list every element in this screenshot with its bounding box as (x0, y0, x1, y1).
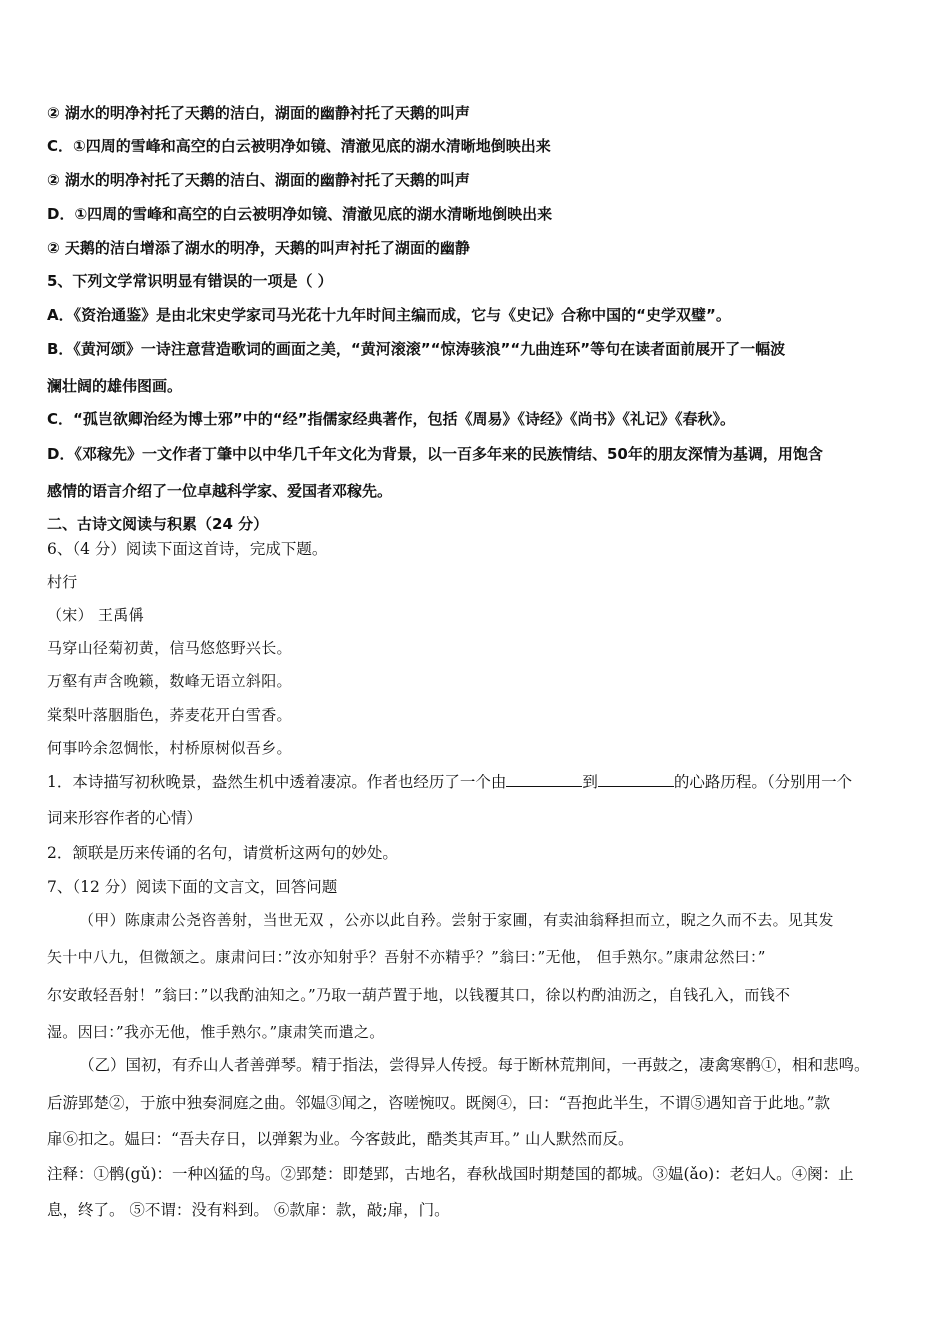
q5-option-d-line-2: 感情的语言介绍了一位卓越科学家、爱国者邓稼先。 (47, 482, 393, 500)
q5-option-c: C．“孤岂欲卿治经为博士邪”中的“经”指儒家经典著作，包括《周易》《诗经》《尚书》《礼记》《春秋》。 (47, 410, 735, 428)
option-c-line-2: ② 湖水的明净衬托了天鹅的洁白、湖面的幽静衬托了天鹅的叫声 (47, 171, 470, 189)
q6-sub1-text-a: 1．本诗描写初秋晚景，盎然生机中透着凄凉。作者也经历了一个由 (47, 773, 507, 791)
q5-option-b-line-2: 澜壮阔的雄伟图画。 (47, 377, 183, 395)
notes-line: 息，终了。 ⑤不谓：没有料到。 ⑥款扉：款，敲;扉，门。 (47, 1201, 450, 1219)
q5-option-b-line-1: B．《黄河颂》一诗注意营造歌词的画面之美，“黄河滚滚”“惊涛骇浪”“九曲连环”等句在读者面前展开了一幅波 (47, 340, 786, 358)
notes-line: 注释：①鹘(gǔ)：一种凶猛的鸟。②郢楚：即楚郢，古地名，春秋战国时期楚国的都城。③媪(ǎo)：老妇人。④阕：止 (47, 1165, 854, 1183)
passage-jia-line: 尔安敢轻吾射！”翁曰：”以我酌油知之。”乃取一葫芦置于地，以钱覆其口，徐以杓酌油沥之，自钱孔入，而钱不 (47, 986, 791, 1004)
option-d-line-1: D．①四周的雪峰和高空的白云被明净如镜、清澈见底的湖水清晰地倒映出来 (47, 205, 553, 223)
passage-yi-line: 扉⑥扣之。媪曰：“吾夫存日，以弹絮为业。今客鼓此，酷类其声耳。” 山人默然而反。 (47, 1130, 634, 1148)
section-2-heading: 二、古诗文阅读与积累（24 分） (47, 515, 269, 533)
passage-yi-line: 后游郢楚②，于旅中独奏洞庭之曲。邻媪③闻之，咨嗟惋叹。既阕④，曰：“吾抱此半生，不谓⑤遇知音于此地。”款 (47, 1094, 831, 1112)
poem-line: 棠梨叶落胭脂色，荞麦花开白雪香。 (47, 706, 292, 724)
poem-line: 万壑有声含晚籁，数峰无语立斜阳。 (47, 672, 292, 690)
q6-sub2: 2．颔联是历来传诵的名句，请赏析这两句的妙处。 (47, 844, 398, 862)
option-d-line-2: ② 天鹅的洁白增添了湖水的明净，天鹅的叫声衬托了湖面的幽静 (47, 239, 470, 257)
answer-blank-1[interactable] (506, 772, 582, 787)
poem-title: 村行 (47, 573, 78, 591)
poem-author: （宋） 王禹偁 (47, 606, 144, 624)
passage-jia-line: 矢十中八九，但微颔之。康肃问曰：”汝亦知射乎？吾射不亦精乎？”翁曰：”无他， 但手熟尔。”康肃忿然曰：” (47, 948, 766, 966)
option-c-line-1: C．①四周的雪峰和高空的白云被明净如镜、清澈见底的湖水清晰地倒映出来 (47, 137, 551, 155)
q6-sub1-line-2: 词来形容作者的心情） (47, 809, 203, 827)
q6-sub1-text-b: 到 (582, 773, 598, 791)
q6-stem: 6、（4 分）阅读下面这首诗，完成下题。 (47, 540, 328, 558)
passage-jia-line: 湿。因曰：”我亦无他，惟手熟尔。”康肃笑而遣之。 (47, 1023, 385, 1041)
passage-yi-line: （乙）国初，有乔山人者善弹琴。精于指法，尝得异人传授。每于断林荒荆间，一再鼓之，凄禽寒鹘①，相和悲鸣。 (79, 1056, 870, 1074)
option-b-line-2: ② 湖水的明净衬托了天鹅的洁白，湖面的幽静衬托了天鹅的叫声 (47, 104, 470, 122)
q7-stem: 7、（12 分）阅读下面的文言文，回答问题 (47, 878, 338, 896)
poem-line: 何事吟余忽惆怅，村桥原树似吾乡。 (47, 739, 292, 757)
passage-jia-line: （甲）陈康肃公尧咨善射，当世无双 ，公亦以此自矜。尝射于家圃，有卖油翁释担而立，睨之久而不去。见其发 (79, 911, 834, 929)
q6-sub1-text-c: 的心路历程。（分别用一个 (673, 773, 853, 791)
q5-option-a: A．《资治通鉴》是由北宋史学家司马光花十九年时间主编而成，它与《史记》合称中国的“史学双璧”。 (47, 306, 731, 324)
q5-option-d-line-1: D．《邓稼先》一文作者丁肇中以中华几千年文化为背景，以一百多年来的民族情结、50年的朋友深情为基调，用饱含 (47, 445, 823, 463)
poem-line: 马穿山径菊初黄，信马悠悠野兴长。 (47, 639, 292, 657)
q5-stem: 5、下列文学常识明显有错误的一项是（ ） (47, 272, 333, 290)
q6-sub1-line-1 (47, 772, 852, 792)
answer-blank-2[interactable] (598, 772, 674, 787)
